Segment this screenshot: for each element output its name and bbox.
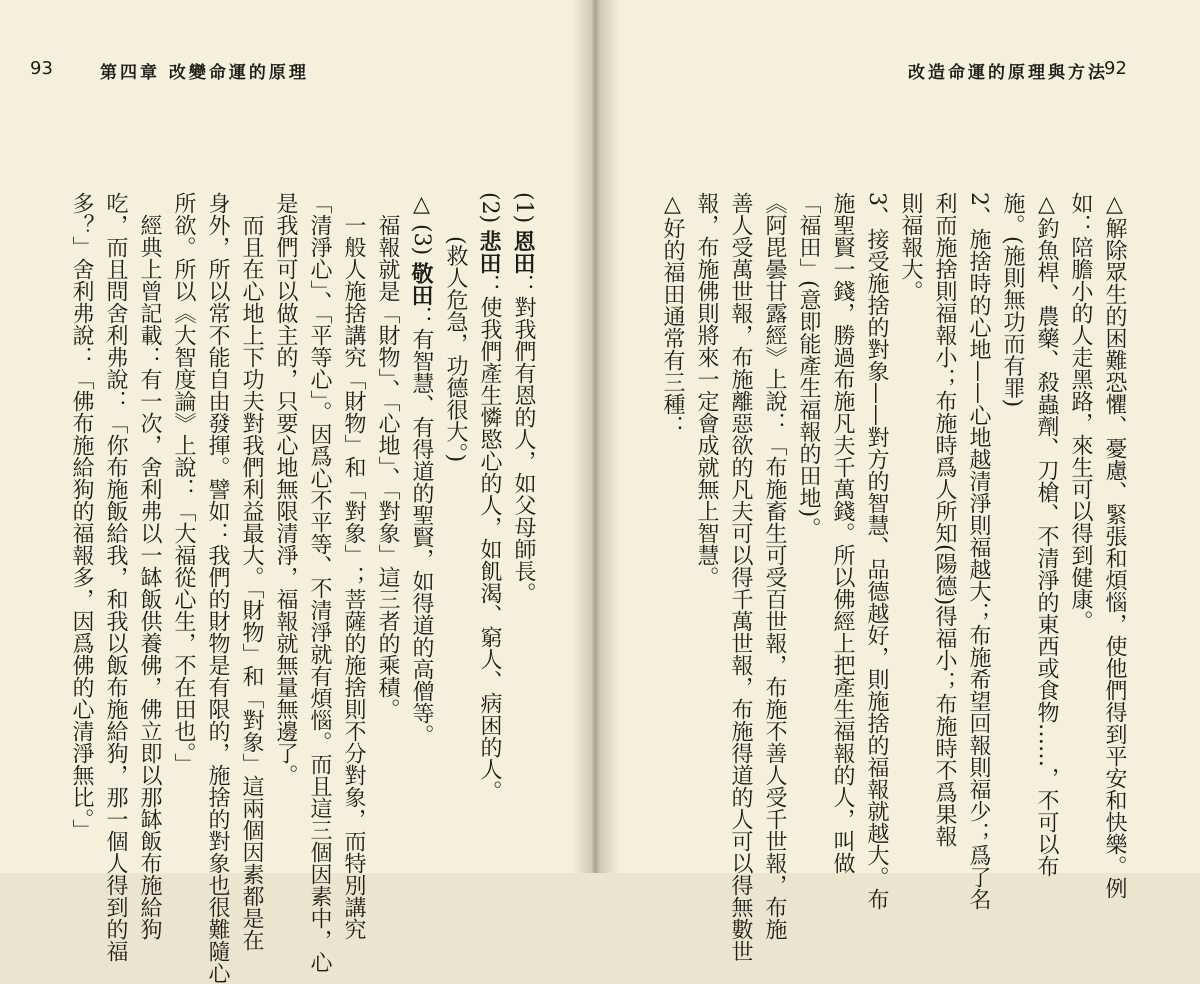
text-segment: 利而施捨則福報小；布施時爲人所知(陽德)得福小；布施時不爲果報 xyxy=(932,192,957,848)
left-running-head: 第四章 改變命運的原理 xyxy=(100,63,309,83)
text-column xyxy=(727,192,753,962)
text-column xyxy=(1033,192,1059,877)
text-segment: 而且在心地上下功夫對我們利益最大。「財物」和「對象」這兩個因素都是在 xyxy=(239,192,264,951)
text-segment: 3、接受施捨的對象——對方的智慧、品德越好，則施捨的福報就越大。布 xyxy=(864,192,889,910)
text-column xyxy=(170,192,196,775)
text-segment: 敬田 xyxy=(408,262,434,307)
left-page xyxy=(0,0,592,984)
text-segment: 《阿毘曇甘露經》上說：「布施畜生可受百世報，布施不善人受千世報，布施 xyxy=(762,192,787,940)
text-segment: 是我們可以做主的，只要心地無限清淨，福報就無量無邊了。 xyxy=(273,192,298,786)
text-segment: △解除眾生的困難恐懼、憂慮、緊張和煩惱，使他們得到平安和快樂。例 xyxy=(1102,192,1127,899)
text-segment: △ (3) xyxy=(409,192,434,263)
text-column xyxy=(863,192,889,910)
text-segment: 身外，所以常不能自由發揮。譬如：我們的財物是有限的，施捨的對象也很難隨心 xyxy=(205,192,230,984)
text-segment: 「清淨心」、「平等心」。因爲心不平等、不清淨就有煩惱。而且這三個因素中，心 xyxy=(307,192,332,973)
text-column xyxy=(693,192,719,588)
text-column xyxy=(659,192,685,437)
book-gutter xyxy=(572,0,620,873)
right-page-number: 92 xyxy=(1104,58,1127,79)
text-segment: 悲田 xyxy=(476,230,502,275)
text-segment: 一般人施捨講究「財物」和「對象」；菩薩的施捨則不分對象，而特別講究 xyxy=(341,192,366,940)
text-column xyxy=(238,192,264,951)
text-column xyxy=(1067,192,1093,632)
text-column xyxy=(999,192,1025,407)
text-column xyxy=(931,192,957,847)
text-segment: 善人受萬世報，布施離惡欲的凡夫可以得千萬世報，布施得道的人可以得無數世 xyxy=(728,192,753,962)
text-segment: 多？」舍利弗說：「佛布施給狗的福報多，因爲佛的心清淨無比。」 xyxy=(69,192,94,841)
text-segment: (救人危急，功德很大。) xyxy=(443,192,468,463)
text-segment: 經典上曾記載：有一次，舍利弗以一缽飯供養佛，佛立即以那缽飯布施給狗 xyxy=(137,192,162,940)
text-column xyxy=(795,192,821,539)
text-column xyxy=(136,192,162,940)
right-page xyxy=(596,0,1200,962)
text-segment: 2、施捨時的心地——心地越清淨則福越大；布施希望回報則福少；爲了名 xyxy=(966,192,991,910)
text-column xyxy=(408,192,434,746)
text-column xyxy=(897,192,923,302)
text-segment: 施。(施則無功而有罪) xyxy=(1000,192,1025,408)
text-segment: 報，布施佛則將來一定會成就無上智慧。 xyxy=(694,192,719,588)
left-page-number: 93 xyxy=(30,58,53,79)
text-segment: △好的福田通常有三種： xyxy=(660,192,685,437)
text-column xyxy=(829,192,855,874)
text-column xyxy=(306,192,332,973)
text-segment: 施聖賢一錢，勝過布施凡夫千萬錢。所以佛經上把產生福報的人，叫做 xyxy=(830,192,855,874)
text-segment: (2) xyxy=(477,192,502,231)
text-column xyxy=(510,192,536,604)
text-column xyxy=(102,192,128,962)
text-segment: 則福報大。 xyxy=(898,192,923,302)
text-segment: △釣魚桿、農藥、殺蟲劑、刀槍、不清淨的東西或食物……，不可以布 xyxy=(1034,192,1059,877)
text-segment: ：對我們有恩的人，如父母師長。 xyxy=(511,274,536,605)
right-running-head: 改造命運的原理與方法 xyxy=(908,63,1108,83)
text-column xyxy=(476,192,502,802)
text-column xyxy=(1101,192,1127,899)
text-segment: 如：陪膽小的人走黑路，來生可以得到健康。 xyxy=(1068,192,1093,632)
text-column xyxy=(340,192,366,940)
text-segment: 所欲。所以《大智度論》上說：「大福從心生，不在田也。」 xyxy=(171,192,196,775)
text-column xyxy=(204,192,230,984)
text-segment: ：使我們產生憐愍心的人，如飢渴、窮人、病困的人。 xyxy=(477,274,502,803)
text-column xyxy=(374,192,400,720)
text-column xyxy=(272,192,298,786)
text-column xyxy=(965,192,991,910)
text-segment: (1) xyxy=(511,192,536,231)
text-column xyxy=(761,192,787,940)
text-column xyxy=(442,192,468,462)
text-segment: 恩田 xyxy=(510,230,536,275)
text-column xyxy=(68,192,94,841)
text-segment: 「福田」(意即能產生福報的田地)。 xyxy=(796,192,821,540)
text-segment: 福報就是「財物」、「心地」、「對象」這三者的乘積。 xyxy=(375,192,400,720)
text-segment: 吃，而且問舍利弗說：「你布施飯給我，和我以飯布施給狗，那一個人得到的福 xyxy=(103,192,128,962)
text-segment: ：有智慧、有得道的聖賢，如得道的高僧等。 xyxy=(409,306,434,747)
